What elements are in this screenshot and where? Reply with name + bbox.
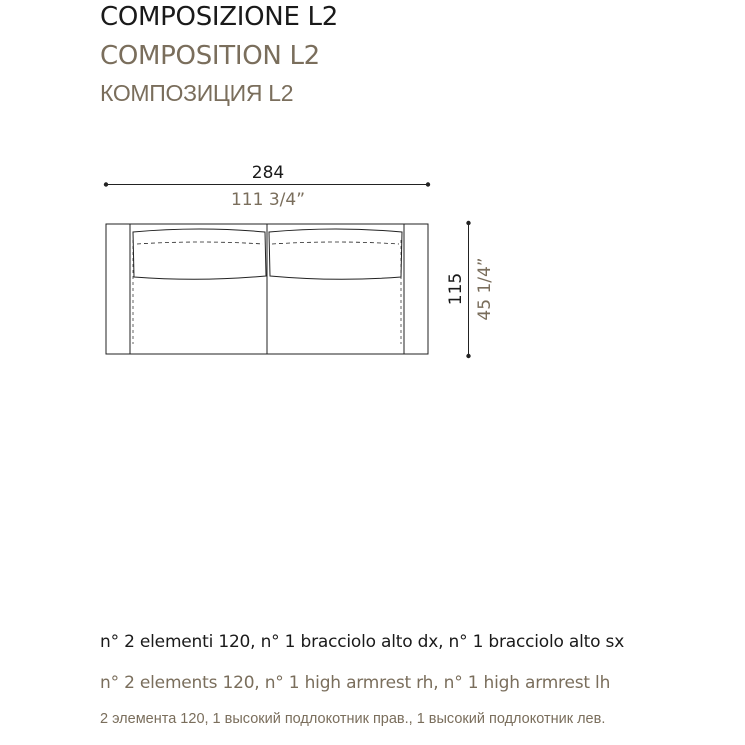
description-russian: 2 элемента 120, 1 высокий подлокотник прав., 1 высокий подлокотник лев.	[100, 711, 606, 727]
width-cm-label: 284	[251, 163, 285, 183]
back-cushion-right	[269, 229, 402, 279]
title-italian: COMPOSIZIONE L2	[100, 2, 338, 32]
depth-dimension	[446, 221, 495, 358]
depth-cm-label: 115	[446, 272, 466, 306]
description-english: n° 2 elements 120, n° 1 high armrest rh, n° 1 high armrest lh	[100, 673, 611, 693]
sofa-plan	[106, 224, 428, 354]
seat-element-left	[130, 224, 267, 354]
description-italian: n° 2 elementi 120, n° 1 bracciolo alto dx, n° 1 bracciolo alto sx	[100, 632, 625, 652]
armrest-right	[404, 224, 428, 354]
title-russian: КОМПОЗИЦИЯ L2	[100, 80, 294, 106]
depth-in-label: 45 1/4”	[475, 257, 495, 321]
armrest-left	[106, 224, 130, 354]
width-dimension	[104, 163, 430, 210]
title-english: COMPOSITION L2	[100, 41, 320, 71]
width-in-label: 111 3/4”	[230, 190, 306, 210]
back-cushion-left	[133, 229, 266, 279]
